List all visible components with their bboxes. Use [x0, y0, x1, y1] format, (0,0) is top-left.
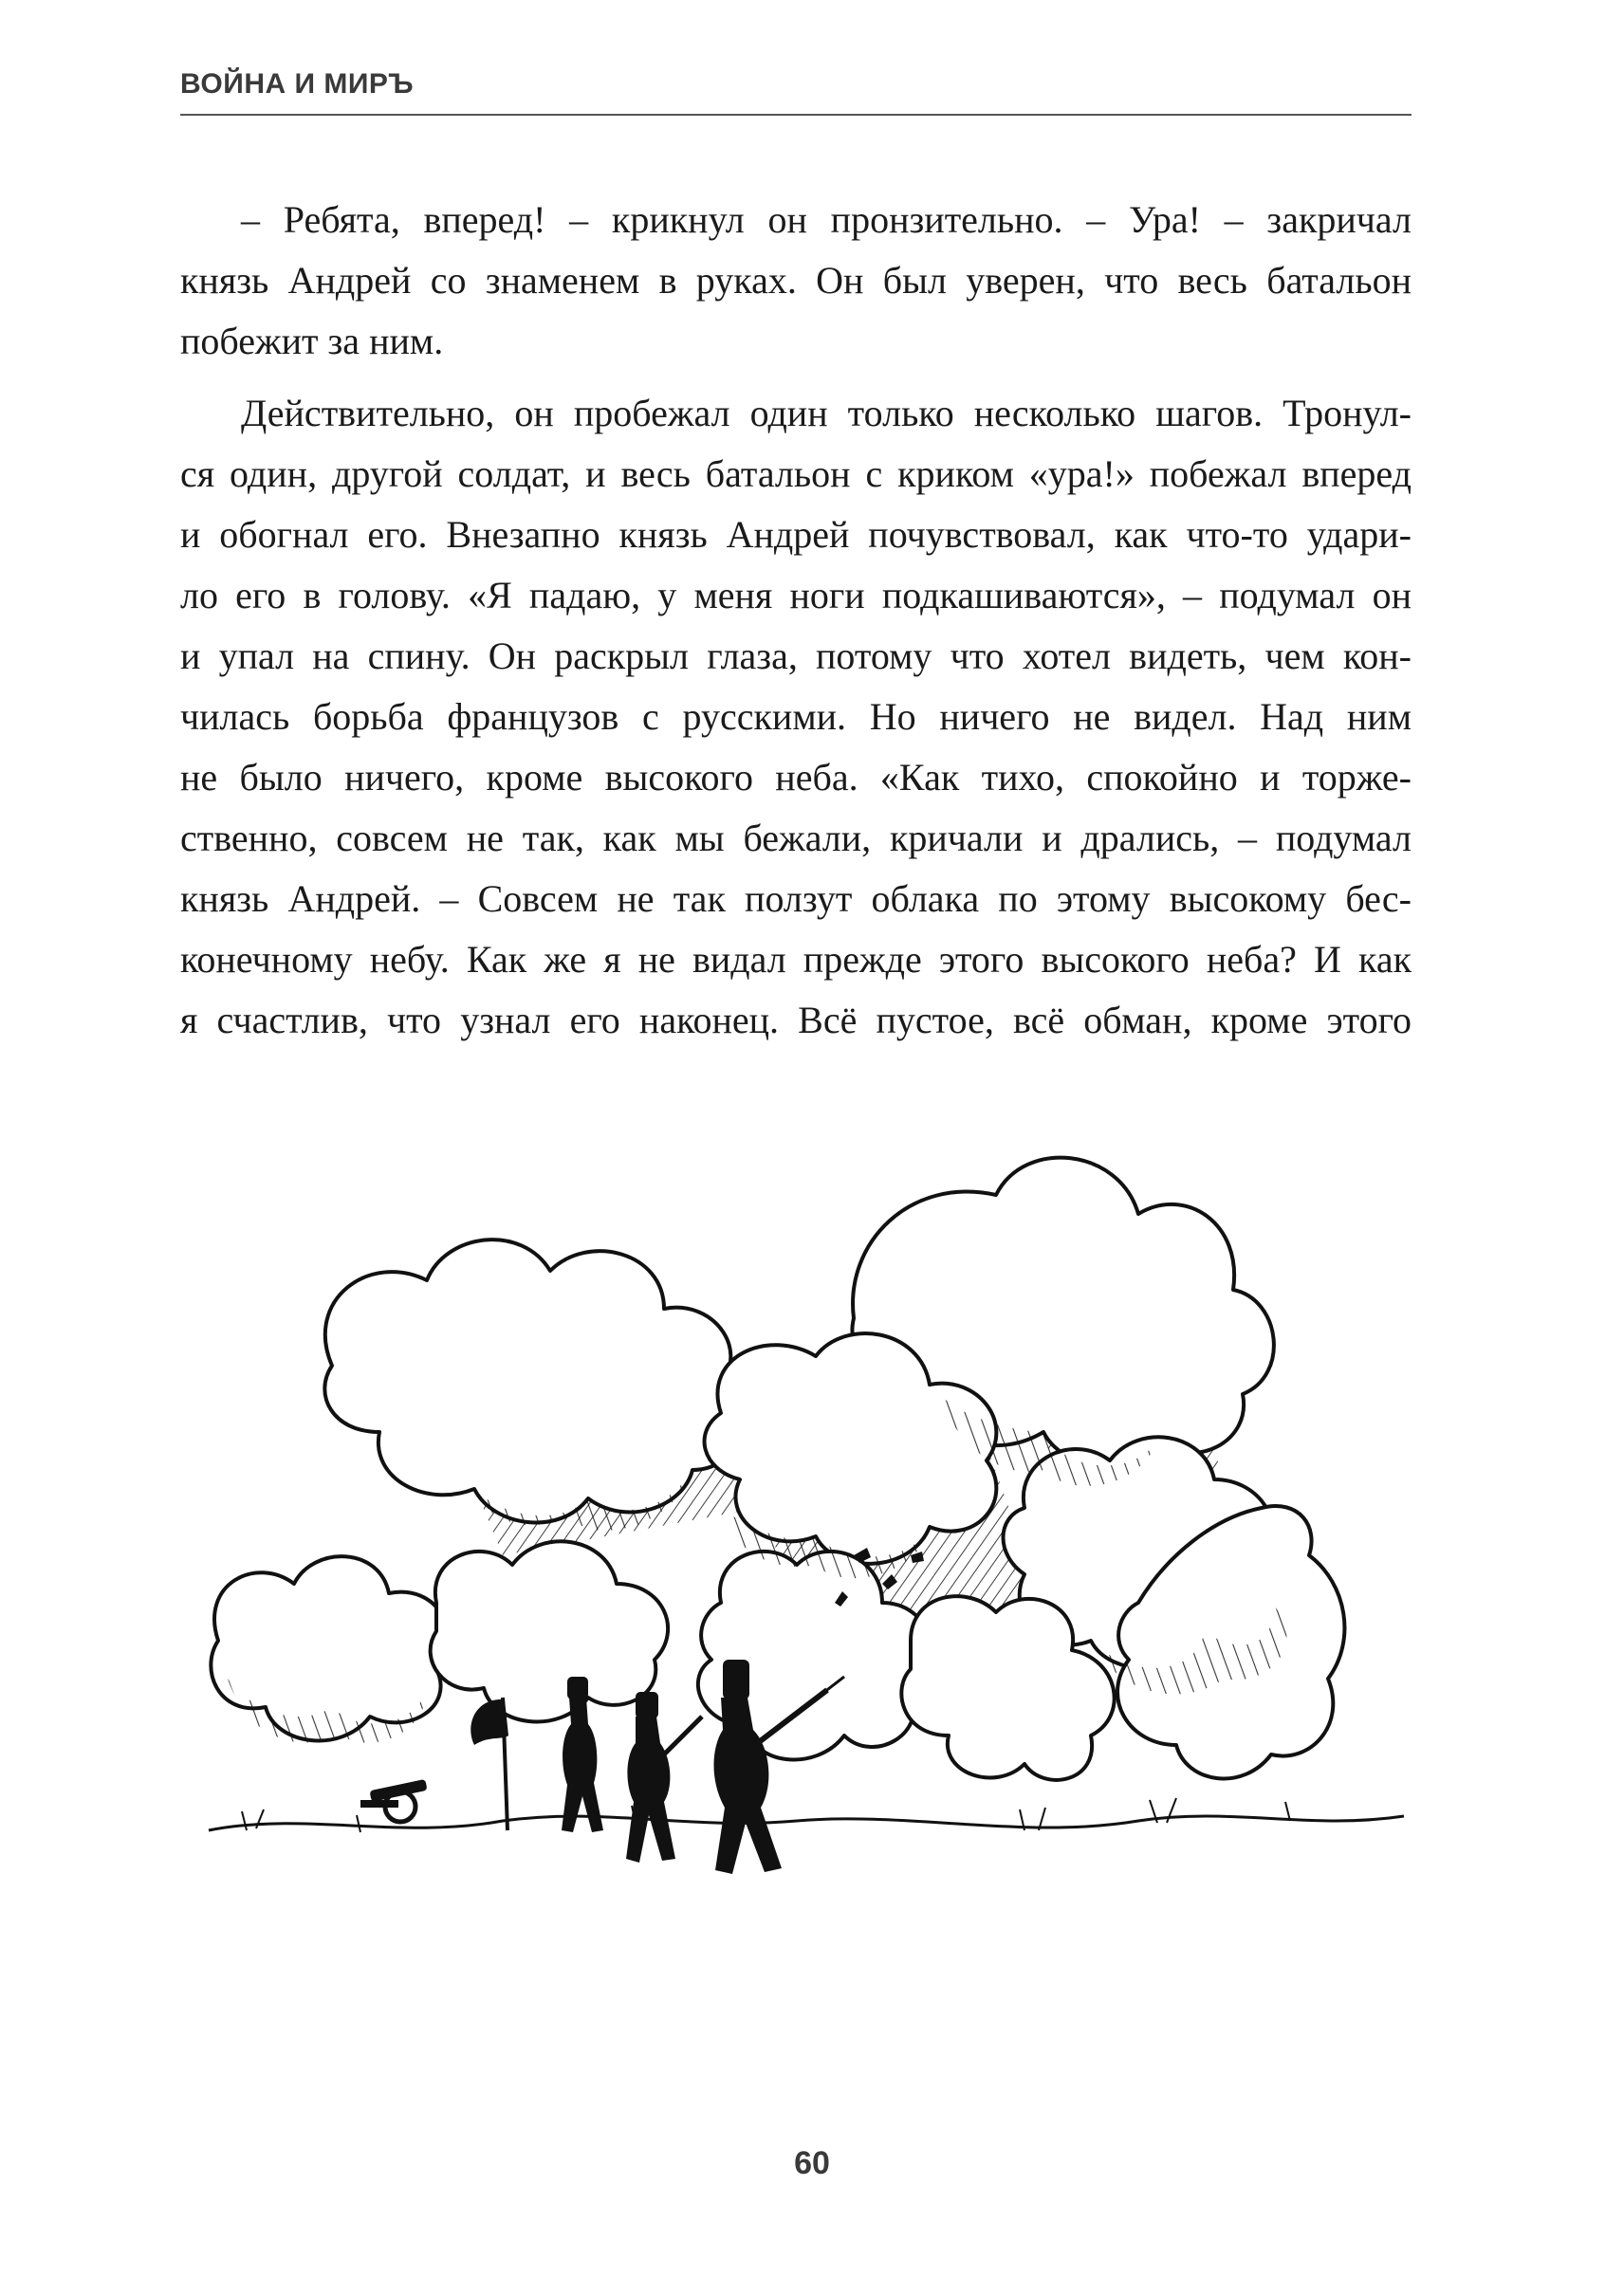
page-number: 60	[794, 2145, 830, 2181]
cannon-silhouette	[360, 1779, 428, 1822]
text-line: – Ребята, вперед! – крикнул он пронзительно. – Ура! – закричал	[241, 198, 1412, 241]
paragraph-1	[180, 190, 1412, 372]
paragraph-2	[180, 383, 1412, 1111]
body-text	[180, 190, 1412, 1111]
flag-silhouette	[471, 1698, 508, 1830]
text-line: побежит за ним.	[180, 320, 444, 362]
battle-illustration	[190, 1110, 1423, 1935]
text-line: ло его в голову. «Я падаю, у меня ноги подкашиваются», – подумал он	[180, 574, 1412, 616]
text-line: и обогнал его. Внезапно князь Андрей почувствовал, как что-то удари-	[180, 513, 1412, 556]
text-line: Действительно, он пробежал один только несколько шагов. Тронул-	[241, 392, 1412, 434]
text-line: не было ничего, кроме высокого неба. «Как тихо, спокойно и торже-	[180, 756, 1412, 799]
text-line: князь Андрей со знаменем в руках. Он был уверен, что весь батальон	[180, 259, 1412, 302]
text-line: чилась борьба французов с русскими. Но ничего не видел. Над ним	[180, 695, 1412, 738]
text-line: ственно, совсем не так, как мы бежали, кричали и дрались, – подумал	[180, 817, 1412, 859]
running-head-title: ВОЙНА И МИРЪ	[180, 68, 415, 100]
text-line: я счастлив, что узнал его наконец. Всё пустое, всё обман, кроме этого	[180, 999, 1412, 1041]
text-line	[180, 1051, 1412, 1111]
text-line: и упал на спину. Он раскрыл глаза, потому что хотел видеть, чем кон-	[180, 634, 1412, 677]
text-line: князь Андрей. – Совсем не так ползут облака по этому высокому бес-	[180, 877, 1412, 920]
text-line: ся один, другой солдат, и весь батальон с криком «ура!» побежал вперед	[180, 452, 1412, 495]
header-rule	[180, 114, 1412, 116]
text-line: конечному небу. Как же я не видал прежде этого высокого неба? И как	[180, 938, 1412, 981]
